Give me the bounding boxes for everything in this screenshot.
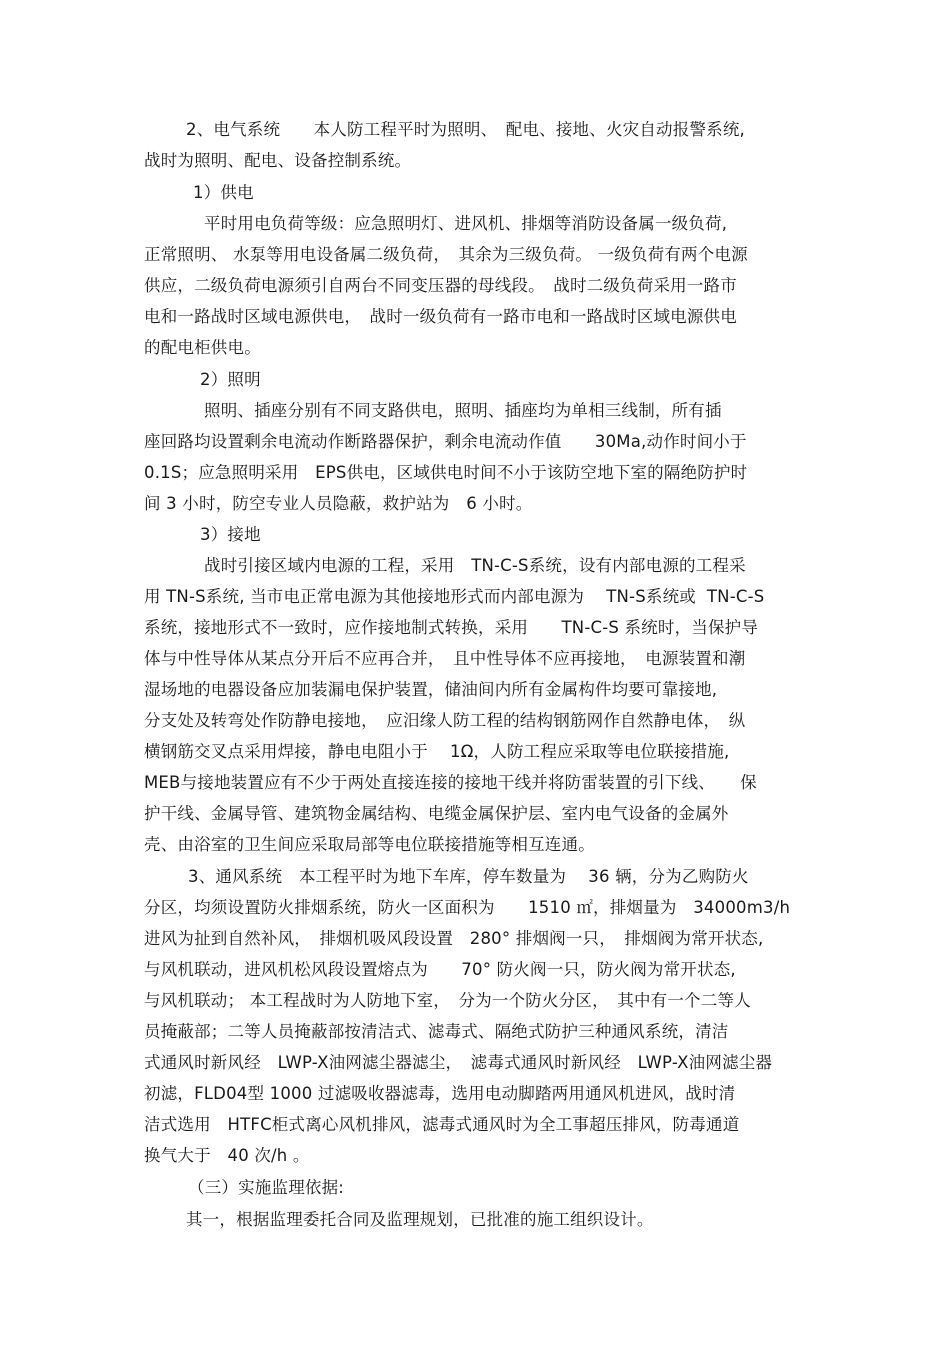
text-line: 进风为扯到自然补风， 排烟机吸风段设置 280° 排烟阀一只， 排烟阀为常开状态, <box>144 929 764 948</box>
text-line: MEB与接地装置应有不少于两处直接连接的接地干线并将防雷装置的引下线、 保 <box>144 773 757 792</box>
text-line: 与风机联动，进风机松风段设置熔点为 70° 防火阀一只，防火阀为常开状态, <box>144 960 736 979</box>
section-heading: 2）照明 <box>200 370 261 389</box>
text-line: 战时引接区域内电源的工程，采用 TN-C-S系统，设有内部电源的工程采 <box>204 556 746 575</box>
text-line: 换气大于 40 次/h 。 <box>144 1146 310 1165</box>
text-line: 其一，根据监理委托合同及监理规划，已批准的施工组织设计。 <box>186 1210 654 1229</box>
text-line: 供应，二级负荷电源须引自两台不同变压器的母线段。 战时二级负荷采用一路市 <box>144 276 737 295</box>
text-line: 3、通风系统 本工程平时为地下车库，停车数量为 36 辆，分为乙购防火 <box>188 867 749 886</box>
text-line: 0.1S；应急照明采用 EPS供电，区域供电时间不小于该防空地下室的隔绝防护时 <box>144 463 748 482</box>
text-line: 分区，均须设置防火排烟系统，防火一区面积为 1510 ㎡，排烟量为 34000m3/h <box>144 898 791 917</box>
text-line: 式通风时新风经 LWP-X油网滤尘器滤尘， 滤毒式通风时新风经 LWP-X油网滤尘器 <box>144 1053 773 1072</box>
text-line: 座回路均设置剩余电流动作断路器保护，剩余电流动作值 30Ma,动作时间小于 <box>144 432 747 451</box>
text-line: 壳、由浴室的卫生间应采取局部等电位联接措施等相互连通。 <box>144 835 595 854</box>
text-line: 用 TN-S系统, 当市电正常电源为其他接地形式而内部电源为 TN-S系统或 TN-C-S <box>144 587 765 606</box>
text-line: 分支处及转弯处作防静电接地， 应汨缘人防工程的结构钢筋网作自然静电体， 纵 <box>144 711 746 730</box>
text-line: 体与中性导体从某点分开后不应再合并， 且中性导体不应再接地， 电源装置和潮 <box>144 649 746 668</box>
text-line: 照明、插座分别有不同支路供电，照明、插座均为单相三线制，所有插 <box>204 401 722 420</box>
text-line: 平时用电负荷等级：应急照明灯、进风机、排烟等消防设备属一级负荷, <box>204 214 728 233</box>
section-heading: 3）接地 <box>200 525 261 544</box>
text-line: 洁式选用 HTFC柜式离心风机排风，滤毒式通风时为全工事超压排风，防毒通道 <box>144 1115 740 1134</box>
text-line: 电和一路战时区域电源供电， 战时一级负荷有一路市电和一路战时区域电源供电 <box>144 307 737 326</box>
text-line: 横钢筋交叉点采用焊接，静电电阻小于 1Ω，人防工程应采取等电位联接措施, <box>144 742 730 761</box>
text-line: 间 3 小时，防空专业人员隐蔽，救护站为 6 小时。 <box>144 494 533 513</box>
text-line: 与风机联动； 本工程战时为人防地下室， 分为一个防火分区， 其中有一个二等人 <box>144 991 751 1010</box>
section-heading: 1）供电 <box>193 183 254 202</box>
text-line: 系统，接地形式不一致时，应作接地制式转换，采用 TN-C-S 系统时，当保护导 <box>144 618 759 637</box>
text-line: 员掩蔽部；二等人员掩蔽部按清洁式、滤毒式、隔绝式防护三种通风系统，清洁 <box>144 1022 729 1041</box>
text-line: 湿场地的电器设备应加装漏电保护装置，储油间内所有金属构件均要可靠接地, <box>144 680 718 699</box>
text-line: 护干线、金属导管、建筑物金属结构、电缆金属保护层、室内电气设备的金属外 <box>144 804 729 823</box>
text-line: 正常照明、 水泵等用电设备属二级负荷， 其余为三级负荷。 一级负荷有两个电源 <box>144 245 748 264</box>
text-line: 的配电柜供电。 <box>144 338 261 357</box>
text-line: 初滤，FLD04型 1000 过滤吸收器滤毒，选用电动脚踏两用通风机进风，战时清 <box>144 1084 736 1103</box>
text-line: 2、电气系统 本人防工程平时为照明、 配电、接地、火灾自动报警系统, <box>186 120 745 139</box>
text-line: 战时为照明、配电、设备控制系统。 <box>144 151 412 170</box>
section-heading: （三）实施监理依据: <box>188 1178 345 1197</box>
